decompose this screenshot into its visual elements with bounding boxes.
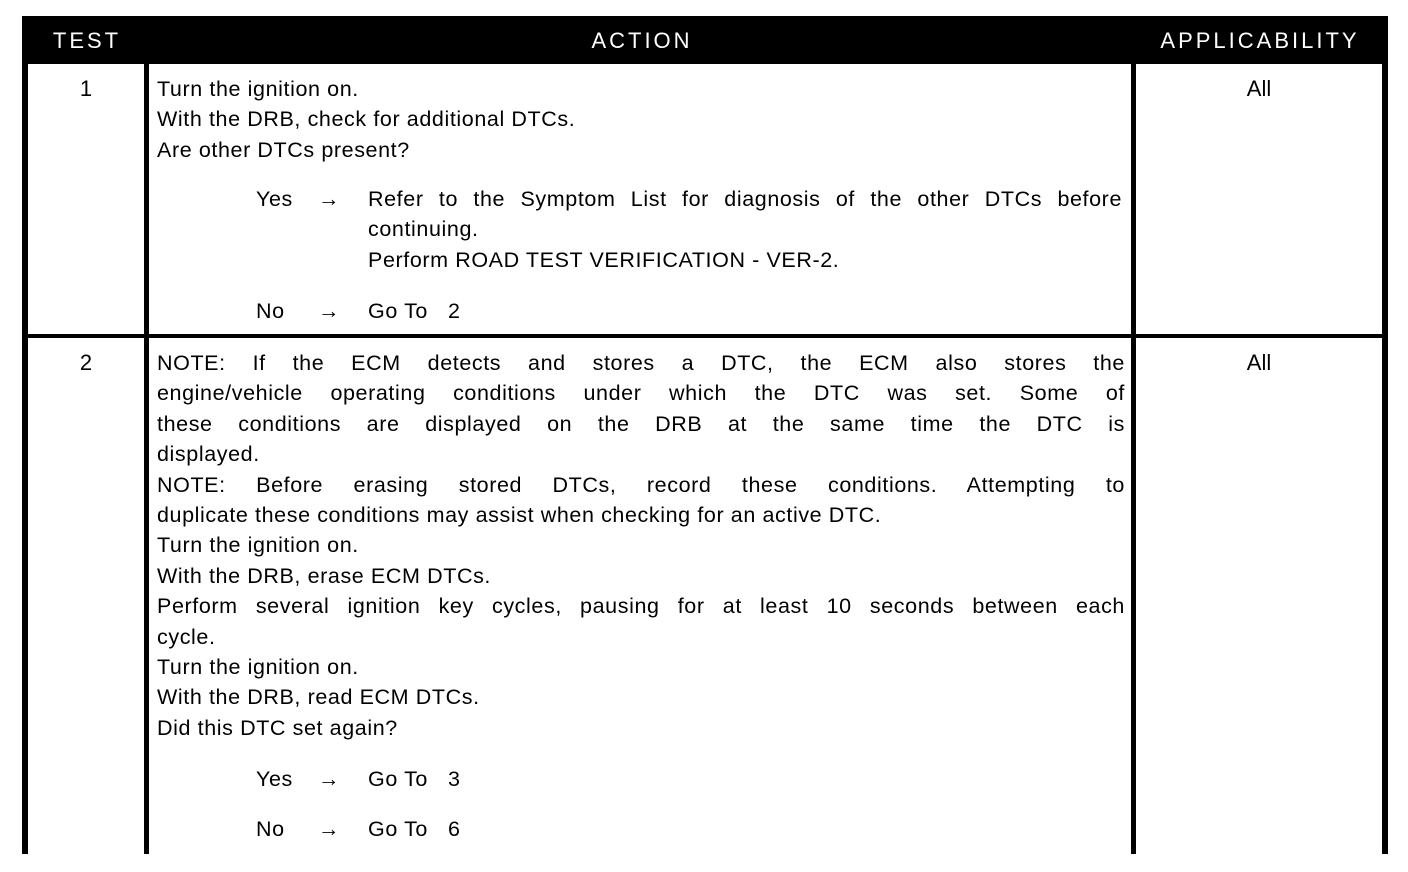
instruction-line: Perform several ignition key cycles, pausing for at least 10 seconds between each xyxy=(157,594,1125,619)
test-number: 1 xyxy=(79,76,93,101)
instruction-line: Turn the ignition on. xyxy=(157,655,359,680)
no-label: No xyxy=(256,817,285,841)
arrow-right-icon: → xyxy=(318,299,341,323)
test-cell xyxy=(28,64,144,334)
goto-label: Go To xyxy=(368,767,428,791)
action-cell xyxy=(149,64,1131,334)
yes-label: Yes xyxy=(256,767,293,791)
instruction-line: Are other DTCs present? xyxy=(157,137,410,162)
no-result xyxy=(368,814,1122,844)
no-result xyxy=(368,296,1122,326)
instruction-line: With the DRB, check for additional DTCs. xyxy=(157,107,576,132)
action-instructions xyxy=(157,348,1125,743)
goto-number: 6 xyxy=(447,817,461,841)
table-header xyxy=(28,22,1382,62)
yes-result xyxy=(368,184,1122,275)
goto-number: 3 xyxy=(447,767,461,791)
goto-number: 2 xyxy=(447,299,461,323)
applicability-cell xyxy=(1136,64,1382,334)
instruction-line: NOTE: If the ECM detects and stores a DTC, the ECM also stores the xyxy=(157,351,1125,375)
instruction-line: cycle. xyxy=(157,624,216,649)
yes-result xyxy=(368,764,1122,794)
table-row xyxy=(28,338,1382,854)
result-line: continuing. xyxy=(368,217,479,242)
arrow-right-icon: → xyxy=(318,187,341,211)
instruction-line: these conditions are displayed on the DRB at the same time the DTC is xyxy=(157,411,1125,436)
instruction-line: engine/vehicle operating conditions under which the DTC was set. Some of xyxy=(157,381,1125,406)
header-test: TEST xyxy=(52,28,122,53)
instruction-line: With the DRB, erase ECM DTCs. xyxy=(157,563,491,588)
applicability-cell xyxy=(1136,338,1382,854)
action-instructions xyxy=(157,74,1125,165)
instruction-line: With the DRB, read ECM DTCs. xyxy=(157,685,480,710)
arrow-right-icon: → xyxy=(318,767,341,791)
instruction-line: Turn the ignition on. xyxy=(157,533,359,558)
result-line: Perform ROAD TEST VERIFICATION - VER-2. xyxy=(368,247,840,272)
goto-label: Go To xyxy=(368,299,428,323)
test-procedure-table xyxy=(22,16,1388,854)
instruction-line: Turn the ignition on. xyxy=(157,77,359,101)
arrow-right-icon: → xyxy=(318,817,341,841)
result-line: Refer to the Symptom List for diagnosis of the other DTCs before xyxy=(368,187,1122,211)
table-row xyxy=(28,64,1382,334)
test-number: 2 xyxy=(79,350,93,375)
instruction-line: Did this DTC set again? xyxy=(157,715,398,740)
applicability-value: All xyxy=(1246,350,1272,375)
header-action: ACTION xyxy=(591,28,693,53)
goto-label: Go To xyxy=(368,817,428,841)
header-applicability: APPLICABILITY xyxy=(1160,28,1360,53)
action-cell xyxy=(149,338,1131,854)
instruction-line: displayed. xyxy=(157,442,260,467)
yes-label: Yes xyxy=(256,187,293,211)
instruction-line: duplicate these conditions may assist when checking for an active DTC. xyxy=(157,503,882,528)
instruction-line: NOTE: Before erasing stored DTCs, record these conditions. Attempting to xyxy=(157,472,1125,497)
test-cell xyxy=(28,338,144,854)
applicability-value: All xyxy=(1246,76,1272,101)
no-label: No xyxy=(256,299,285,323)
